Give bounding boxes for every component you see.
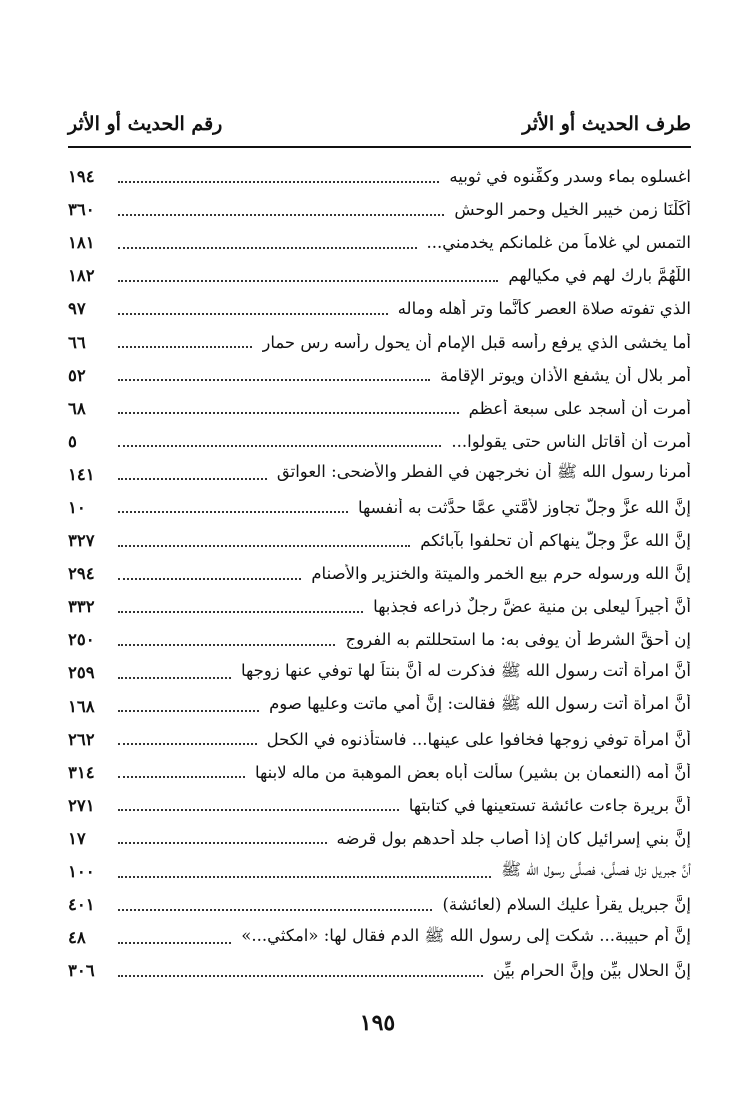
dot-leader [118,677,231,679]
dot-leader [118,611,363,613]
entry-title: أمرنا رسول الله ﷺ أن نخرجهن في الفطر والأضحى: العواتق [276,462,691,482]
header-hadith-title: طرف الحديث أو الأثر [522,113,691,135]
entry-number: ١٤١ [68,464,95,484]
list-item [68,656,691,689]
list-item [68,590,691,623]
dot-leader [118,743,257,745]
list-item [68,491,691,524]
list-item [68,392,691,425]
dot-leader [118,511,348,513]
entry-number: ٢٥٩ [68,663,95,683]
entry-number: ١٠ [68,497,86,517]
list-item [68,524,691,557]
dot-leader [118,942,231,944]
entry-title: أنَّ أجيراً ليعلى بن منية عضَّ رجلٌ ذراعه فجذبها [373,597,691,617]
dot-leader [118,247,417,249]
dot-leader [118,280,498,282]
entry-number: ٦٦ [68,332,86,352]
dot-leader [118,578,301,580]
entry-number: ٣٠٦ [68,961,95,981]
entry-title: إنَّ بني إسرائيل كان إذا أصاب جلد أحدهم بول قرضه [336,828,691,848]
list-item [68,160,691,193]
entry-title: أمرت أن أقاتل الناس حتى يقولوا... [451,431,691,451]
list-item [68,458,691,491]
entry-title: التمس لي غلاماً من غلمانكم يخدمني... [426,233,691,253]
entry-number: ٢٦٢ [68,729,95,749]
entry-number: ٣٦٠ [68,200,95,220]
list-item [68,723,691,756]
entry-title: أما يخشى الذي يرفع رأسه قبل الإمام أن يحول رأسه رس حمار [262,332,691,352]
entry-title: إن أحقَّ الشرط أن يوفى به: ما استحللتم به الفروج [345,630,691,650]
list-item [68,921,691,954]
entry-title: الذي تفوته صلاة العصر كأنَّما وتر أهله وماله [397,299,691,319]
entry-number: ١٨١ [68,233,95,253]
list-item [68,226,691,259]
entry-number: ٣٣٢ [68,597,95,617]
list-item [68,325,691,358]
entry-title: إنَّ الله ورسوله حرم بيع الخمر والميتة والخنزير والأصنام [311,564,691,584]
list-item [68,756,691,789]
list-item [68,292,691,325]
list-item [68,193,691,226]
entry-title: إنَّ الله عزَّ وجلَّ ينهاكم أن تحلفوا بآبائكم [420,531,691,551]
dot-leader [118,909,432,911]
entry-title: أمرت أن أسجد على سبعة أعظم [468,398,691,418]
entry-number: ٦٨ [68,398,86,418]
dot-leader [118,876,491,878]
hadith-index-list [68,160,691,987]
list-item [68,954,691,987]
entry-title: إنَّ الله عزَّ وجلَّ تجاوز لأمَّتي عمَّا حدَّثت به أنفسها [357,497,691,517]
entry-title: أنَّ امرأة أتت رسول الله ﷺ فذكرت له أنَّ بنتاً لها توفي عنها زوجها [240,660,691,680]
list-item [68,822,691,855]
entry-number: ٢٥٠ [68,630,95,650]
list-item [68,425,691,458]
entry-title: أَكَلْنَا زمن خيبر الخيل وحمر الوحش [454,200,691,220]
entry-number: ٤٨ [68,928,86,948]
entry-title: أنَّ امرأة أتت رسول الله ﷺ فقالت: إنَّ أمي ماتت وعليها صوم [269,694,691,714]
entry-number: ٥ [68,431,77,451]
entry-number: ٥٢ [68,365,86,385]
dot-leader [118,842,327,844]
entry-title: أنَّ أمه (النعمان بن بشير) سألت أباه بعض الموهبة من ماله لابنها [255,762,691,782]
dot-leader [118,214,444,216]
list-item [68,623,691,656]
entry-number: ٢٧١ [68,795,95,815]
dot-leader [118,710,259,712]
entry-number: ١٧ [68,828,86,848]
entry-number: ٢٩٤ [68,564,95,584]
list-item [68,359,691,392]
entry-title: إنَّ أم حبيبة... شكت إلى رسول الله ﷺ الدم فقال لها: «امكثي...» [241,925,691,945]
table-header [68,108,691,140]
dot-leader [118,809,399,811]
dot-leader [118,412,459,414]
list-item [68,789,691,822]
entry-number: ٣٢٧ [68,531,95,551]
dot-leader [118,975,483,977]
dot-leader [118,313,388,315]
entry-title: اغسلوه بماء وسدر وكفِّنوه في ثوبيه [449,167,691,187]
entry-title: إنَّ الحلال بيِّن وإنَّ الحرام بيِّن [492,961,691,981]
entry-number: ٣١٤ [68,762,95,782]
entry-number: ١٩٤ [68,167,95,187]
list-item [68,557,691,590]
entry-title: أنَّ بريرة جاءت عائشة تستعينها في كتابتها [408,795,691,815]
dot-leader [118,181,439,183]
entry-title: أنَّ امرأة توفي زوجها فخافوا على عينها... فاستأذنوه في الكحل [266,729,691,749]
dot-leader [118,644,335,646]
entry-number: ١٠٠ [68,862,95,882]
header-hadith-number: رقم الحديث أو الأثر [68,113,223,135]
dot-leader [118,478,267,480]
dot-leader [118,346,252,348]
dot-leader [118,445,441,447]
entry-title: أنَّ جبريل نزل فصلَّى، فصلَّى رسول الله ﷺ [501,859,691,879]
dot-leader [118,379,430,381]
list-item [68,855,691,888]
list-item [68,888,691,921]
header-rule [68,146,691,148]
entry-number: ١٨٢ [68,266,95,286]
list-item [68,690,691,723]
entry-number: ١٦٨ [68,696,95,716]
list-item [68,259,691,292]
entry-title: أمر بلال أن يشفع الأذان ويوتر الإقامة [440,365,691,385]
entry-title: اللَّهُمَّ بارك لهم في مكيالهم [508,266,691,286]
entry-title: إنَّ جبريل يقرأ عليك السلام (لعائشة) [442,895,691,915]
page-number: ١٩٥ [359,1010,396,1036]
entry-number: ٩٧ [68,299,86,319]
dot-leader [118,776,245,778]
dot-leader [118,545,410,547]
entry-number: ٤٠١ [68,895,95,915]
